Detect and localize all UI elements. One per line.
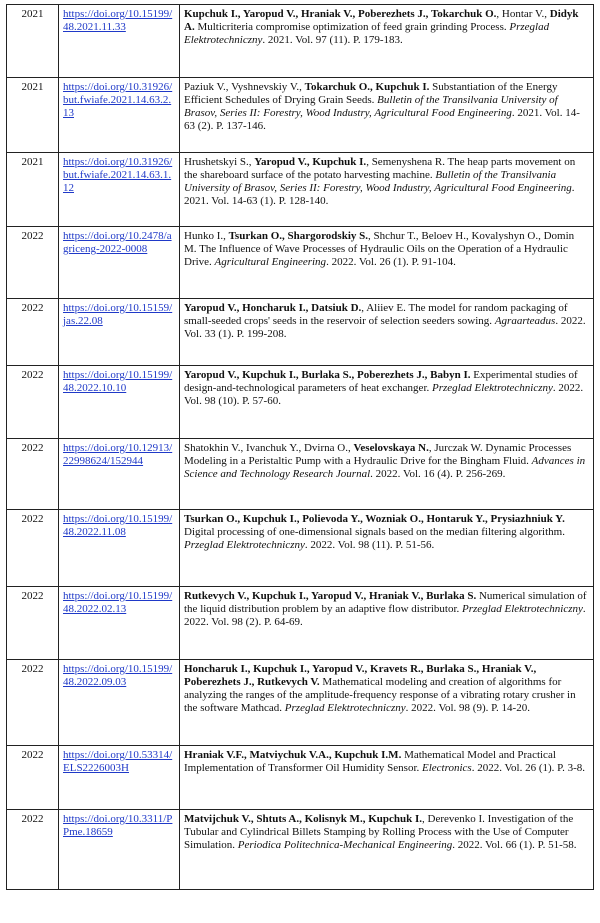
reference-text: , Shchur T., Beloev H., Kovalyshyn O., Domin M. The Influence of Wave Processes of Hydraulic Oils on the Operation of a Hydraulic Drive.: [184, 230, 575, 268]
reference-text: . 2021. Vol. 14-63 (2). P. 137-146.: [184, 106, 580, 132]
author-names-bold: Kupchuk I., Yaropud V., Hraniak V., Poberezhets J., Tokarchuk O.: [184, 8, 497, 20]
journal-name: Przeglad Elektrotechniczny: [284, 701, 406, 714]
year-text: 2021: [21, 8, 44, 20]
reference-text: , Jurczak W. Dynamic Processes Modeling in a Peristaltic Pump with a Hydraulic Drive for the Bingham Fluid.: [184, 442, 572, 467]
journal-name: Przeglad Elektrotechniczny: [432, 381, 553, 394]
doi-cell: [59, 227, 180, 299]
year-cell: [7, 366, 59, 439]
reference-text: Paziuk V., Vyshnevskiy V.,: [184, 81, 305, 93]
doi-cell: [59, 366, 180, 439]
reference-cell: [180, 660, 594, 746]
year-cell: [7, 5, 59, 78]
reference-text: . 2022. Vol. 98 (9). P. 14-20.: [405, 701, 530, 714]
author-names-bold: Yaropud V., Kupchuk I., Burlaka S., Poberezhets J., Babyn I.: [184, 369, 471, 381]
table-row: [7, 366, 594, 439]
doi-cell: [59, 660, 180, 746]
reference-text: Mathematical Model and Practical Implementation of Transformer Oil Humidity Sensor.: [184, 749, 556, 774]
doi-cell: [59, 587, 180, 660]
reference-text: . 2021. Vol. 14-63 (1). P. 128-140.: [184, 181, 575, 207]
reference-text: Multicriteria compromise optimization of feed grain grinding Process.: [194, 20, 510, 33]
reference-text: , Semenyshena R. The heap parts movement on the shareboard surface of the potato harvesting machine.: [184, 156, 576, 181]
journal-name: Bulletin of the Transilvania University of Brasov, Series II: Forestry, Wood Industry, Agricultural Food Engineering: [184, 168, 572, 194]
reference-text: . 2022. Vol. 98 (11). P. 51-56.: [304, 538, 435, 551]
journal-name: Przeglad Elektrotechniczny: [184, 538, 305, 551]
year-text: 2022: [21, 230, 44, 242]
doi-link[interactable]: https://doi.org/10.15159/jas.22.08: [63, 302, 173, 327]
reference-text: Hunko I.,: [184, 230, 229, 242]
doi-link[interactable]: https://doi.org/10.12913/22998624/152944: [63, 442, 173, 467]
table-row: [7, 660, 594, 746]
reference-cell: [180, 227, 594, 299]
doi-cell: [59, 78, 180, 153]
year-text: 2022: [21, 749, 44, 761]
doi-link[interactable]: https://doi.org/10.15199/48.2022.10.10: [63, 369, 173, 394]
doi-link[interactable]: https://doi.org/10.31926/but.fwiafe.2021.14.63.2.13: [63, 81, 173, 119]
journal-name: Electronics: [422, 761, 472, 774]
table-row: [7, 587, 594, 660]
reference-cell: [180, 366, 594, 439]
author-names-bold: Yaropud V., Honcharuk I., Datsiuk D.: [184, 302, 362, 314]
author-names-bold: Rutkevych V., Kupchuk I., Yaropud V., Hraniak V., Burlaka S.: [184, 590, 477, 602]
reference-text: . 2022. Vol. 98 (2). P. 64-69.: [184, 602, 586, 628]
author-names-bold: Tsurkan O., Kupchuk I., Polievoda Y., Wozniak O., Hontaruk Y., Prysiazhniuk Y.: [184, 513, 565, 525]
author-names-bold: Matvijchuk V., Shtuts A., Kolisnyk M., Kupchuk I.: [184, 813, 422, 825]
year-cell: [7, 746, 59, 810]
reference-cell: [180, 746, 594, 810]
year-text: 2022: [21, 590, 44, 602]
reference-text: Digital processing of one-dimensional signals based on the median filtering algorithm.: [184, 525, 565, 538]
table-row: [7, 78, 594, 153]
journal-name: Periodica Politechnica-Mechanical Engineering: [237, 838, 453, 851]
reference-cell: [180, 810, 594, 890]
journal-name: Advances in Science and Technology Research Journal: [184, 454, 586, 480]
table-row: [7, 299, 594, 366]
reference-text: Hrushetskyi S.,: [184, 156, 255, 168]
journal-name: Przeglad Elektrotechniczny: [462, 602, 583, 615]
doi-link[interactable]: https://doi.org/10.53314/ELS2226003H: [63, 749, 173, 774]
doi-cell: [59, 5, 180, 78]
table-row: [7, 227, 594, 299]
reference-text: . 2021. Vol. 97 (11). P. 179-183.: [262, 33, 403, 46]
reference-text: , Derevenko I. Investigation of the Tubular and Cylindrical Billets Stamping by Rolling Process with the Use of Computer Simulation.: [184, 813, 574, 851]
table-row: [7, 439, 594, 510]
year-cell: [7, 810, 59, 890]
doi-link[interactable]: https://doi.org/10.15199/48.2022.02.13: [63, 590, 173, 615]
doi-link[interactable]: https://doi.org/10.31926/but.fwiafe.2021.14.63.1.12: [63, 156, 173, 194]
doi-cell: [59, 439, 180, 510]
journal-name: Agraarteadus: [494, 314, 556, 327]
journal-name: Przeglad Elektrotechniczny: [184, 20, 550, 46]
year-cell: [7, 510, 59, 587]
journal-name: Agricultural Engineering: [214, 255, 327, 268]
author-names-bold: Tokarchuk O., Kupchuk I.: [304, 81, 430, 93]
reference-cell: [180, 5, 594, 78]
reference-text: . 2022. Vol. 26 (1). P. 91-104.: [326, 255, 456, 268]
doi-cell: [59, 299, 180, 366]
table-row: [7, 510, 594, 587]
reference-text: Shatokhin V., Ivanchuk Y., Dvirna O.,: [184, 442, 354, 454]
reference-text: . 2022. Vol. 66 (1). P. 51-58.: [452, 838, 577, 851]
reference-cell: [180, 587, 594, 660]
doi-cell: [59, 746, 180, 810]
reference-text: Numerical simulation of the liquid distribution problem by an adaptive flow distributor.: [184, 590, 587, 615]
year-cell: [7, 299, 59, 366]
year-text: 2021: [21, 81, 44, 93]
publications-table-body: [7, 5, 594, 890]
doi-cell: [59, 810, 180, 890]
reference-text: Substantiation of the Energy Efficient Schedules of Drying Grain Seeds.: [184, 81, 558, 106]
table-row: [7, 810, 594, 890]
year-text: 2022: [21, 369, 44, 381]
table-row: [7, 5, 594, 78]
reference-text: . 2022. Vol. 98 (10). P. 57-60.: [184, 381, 584, 407]
year-cell: [7, 587, 59, 660]
year-text: 2022: [21, 663, 44, 675]
reference-text: . 2022. Vol. 33 (1). P. 199-208.: [184, 314, 586, 340]
journal-name: Bulletin of the Transilvania University of Brasov, Series II: Forestry, Wood Industry, Agricultural Food Engineering: [184, 93, 558, 119]
year-text: 2022: [21, 513, 44, 525]
reference-text: Experimental studies of design-and-technological parameters of heat exchanger.: [184, 369, 578, 394]
reference-text: , Aliiev E. The model for random packaging of small-seeded crops' seeds in the reservoir of selection seeders sowing.: [184, 302, 568, 327]
reference-cell: [180, 510, 594, 587]
author-names-bold: Honcharuk I., Kupchuk I., Yaropud V., Kravets R., Burlaka S., Hraniak V., Poberezhets J., Rutkevych V.: [184, 663, 537, 688]
author-names-bold: Didyk A.: [184, 8, 579, 33]
year-cell: [7, 660, 59, 746]
doi-link[interactable]: https://doi.org/10.2478/agriceng-2022-0008: [63, 230, 172, 255]
doi-link[interactable]: https://doi.org/10.15199/48.2022.11.08: [63, 513, 173, 538]
doi-link[interactable]: https://doi.org/10.15199/48.2022.09.03: [63, 663, 173, 688]
author-names-bold: Yaropud V., Kupchuk I.: [254, 156, 367, 168]
year-text: 2022: [21, 813, 44, 825]
publications-table: [6, 4, 594, 890]
reference-text: . 2022. Vol. 16 (4). P. 256-269.: [370, 467, 506, 480]
year-text: 2022: [21, 442, 44, 454]
year-cell: [7, 153, 59, 227]
reference-text: , Hontar V.,: [496, 8, 550, 20]
reference-cell: [180, 439, 594, 510]
doi-link[interactable]: https://doi.org/10.15199/48.2021.11.33: [63, 8, 173, 33]
author-names-bold: Tsurkan O., Shargorodskiy S.: [228, 230, 368, 242]
year-text: 2022: [21, 302, 44, 314]
reference-cell: [180, 78, 594, 153]
reference-text: Mathematical modeling and creation of algorithms for analyzing the ranges of the amplitude-frequency response of a vibrating rotary crusher in the software Mathcad.: [184, 675, 576, 714]
author-names-bold: Hraniak V.F., Matviychuk V.A., Kupchuk I.M.: [184, 749, 402, 761]
doi-cell: [59, 153, 180, 227]
year-cell: [7, 78, 59, 153]
reference-cell: [180, 299, 594, 366]
table-row: [7, 746, 594, 810]
table-row: [7, 153, 594, 227]
doi-cell: [59, 510, 180, 587]
reference-cell: [180, 153, 594, 227]
year-cell: [7, 439, 59, 510]
author-names-bold: Veselovskaya N.: [353, 442, 429, 454]
year-cell: [7, 227, 59, 299]
year-text: 2021: [21, 156, 44, 168]
reference-text: . 2022. Vol. 26 (1). P. 3-8.: [471, 761, 585, 774]
doi-link[interactable]: https://doi.org/10.3311/PPme.18659: [63, 813, 173, 838]
